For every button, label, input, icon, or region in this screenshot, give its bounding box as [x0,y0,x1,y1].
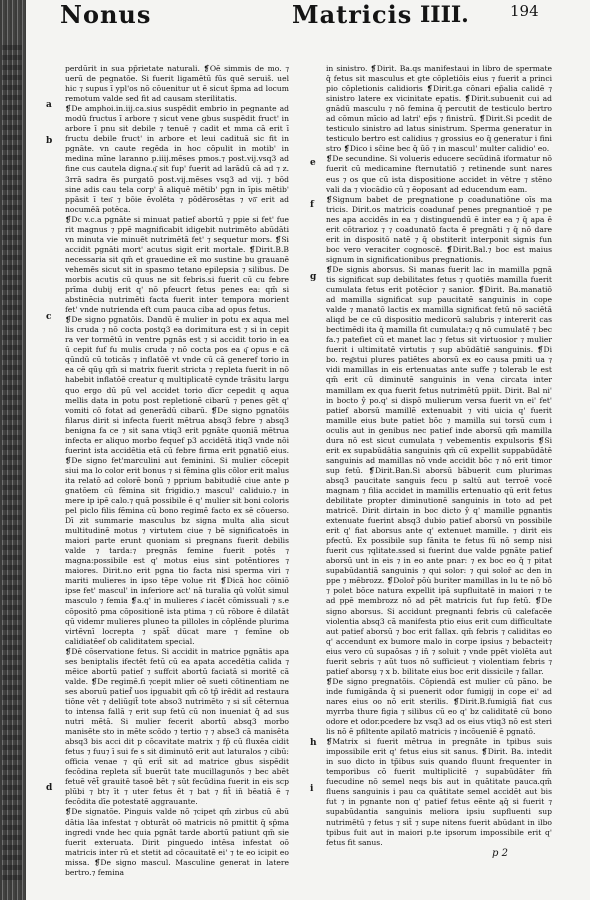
right-paragraph-3: ❡Signum babet de pregnatione p coadunatiōne oīs ma tricis. Dirit.os matricis coadunaf penes pregnantioē ⁊ pe nes apa accidēs in ea ⁊ distinguendū ē inter ea ⁊ q̄ apa ē erit cōtrarioz ⁊ ⁊ coadunatō facta ē pregnāti ⁊ q̄ nō dare erit in dispositō natē ⁊ q̄ obstiterit interponit signis fun boc vero veraciter cognoscē. ❡Dirit.Bal.⁊ boc est maius signum in significationibus pregnationis. [326,194,552,264]
folio-number: 194 [510,2,539,20]
left-paragraph-2: ❡De amphoi.in.iij.ca.sius suspēdit embrio in pegnante ad modū fructus ī arbore ⁊ sicut vene gbus suspēdit fruct' in arbore ī pnu sit debile ⁊ tenuē ⁊ cadit et mma cā erit ī fructu debile fruct' in arbore et leui cadituā sic fit in pgnāte. vn caute regēda in hoc cōpulit in motib' in medina mīne laranno p.iiij.mēses pmos.⁊ post.vij.vsq3 ad fine cus cautela digna.q͂ sit fup' fuerit ad larādū cā ad ⁊ z. 3rrā sadra ēs purgatō post.vij.mēses vsq3 ad vij. ⁊ bōd sine adis cau tela corp' ā aliquē mētib' pgn in īpis mētib' ppāsit ī ten͂ ⁊ bōie ēvolēta ⁊ pōdērosētas ⁊ vō͂ erit ad nocumēā potēca. [65,104,289,214]
margin-letter-g: g [310,272,317,282]
left-paragraph-1: perdūrit in sua pp̄rietate naturali. ❡Oē simmis de mo. ⁊ uerū de pegnatōe. Si fuerit ligamētū fūs quē seruiš. uel hic ⁊ supus ī ypl'os nō cōuenitur ut ē sicut s̄pma ad locum remotum valde sed fit ad causam sterilitatis. [65,64,289,104]
running-head-right: Matricis [292,0,413,29]
left-paragraph-4: ❡De signo pgnatōis. Dandū ē mulier in potu ex aqua mel lis cruda ⁊ nō cocta postq3 ea dorimitura est ⁊ si in cepit ra ver tormētū in ventre pgnās est ⁊ si accidit torio in ea ū cepit fuf fu mulis cruda ⁊ nō cocta pos ea q͂ opus e cā qūndū cū toticās ⁊ inflatōē vt vnde cū cā generef torio in ea cē qūu̯ qm̄ si matrix fuerit stricta ⁊ repleta fuerit in nō habebit inflatōē creatur q multiplicatē cynde trāsitu largu quo ergo dū pū vel accidet torio dīcr cepedit q aqua mellis data in potu post repletionē cibarū ⁊ penes gēt q' vomiti cō fotat ad generādū cibarū. ❡De signo pgnatōis filarus dirit si infecta fuerit mētrua absq3 febre ⁊ absq3 benigna fa ce ⁊ sit sana vtiq3 erit pgnāte quoniā mētrua infecta er aliquo morbo fequef p3 accidētā itiq3 vnde nōi fuerint ista accidētia etā cū febre firma erit pgnatiō eius. ❡De signo fet'marculini aut feminini. Si mulier cōcepit siui ma lo color erit bonus ⁊ si fēmina glis cōlor erit malus ita relatō ad colorē bonū ⁊ pprium babitudiē ciue ante p gnatōem cū fēmina sit frigidio.⁊ mascul' caliduio.⁊ in mere ip ipē calo.⁊ quā possibile ē q' mulier sit boni coloris pel piclo filis fēmina cū bono regimē facto ex sē cōuerso. Dī zit summarie masculus bz signa multa alia sicut multitudinē motus ⁊ virtutem ciue ⁊ bē significatoēs in maiori parte erunt quoniam si pregnans fuerit debilis valde ⁊ tarda:⁊ pregnās femine fuerit potēs ⁊ magna:possibile est q' motus eius sint potēntiores ⁊ maiores. Dirit.no erit pgna tio facta nisi sperma viri ⁊ mariti mulieres in ipso tēpe volue rit ❡Dicā hoc cōiniō ipse fet' mascul' in inferiore act' nā turalia qū volūt simul masculo ⁊ femia ❡a.q' in mulieres s͂ iacēt cōmissuali ⁊ s.e cōpositō pma cōpositionē ista ptima ⁊ cū rōbore ē dilatāt qū videmr mulieres pluneo ta pilloles in cōplēnde plurima virtēvnī locrepta ⁊ spāt̄ dūcat mare ⁊ femīne ob calidiatēef ob caliditatem special. [65,315,289,646]
margin-letter-e: e [310,158,316,168]
running-head-left: Nonus [60,0,152,29]
right-paragraph-4: ❡De signis aborsus. Si manas fuerit lac in mamilla pgnā tis significat sup debilitates fetus ⁊ quotiēs mamilla fuerit cumulata fetus erit potēcior ⁊ sanior. ❡Dirit. Ba.manatiō ad mamilla significat sup paucitatē sanguinis in cope valde ⁊ manatō lactis ex mamilla significat fetū nō saciētā aliqd be ce cū dispositio medicorū salubris ⁊ intererit cas bectimēdi ita q̄ mamilla fit cumulata:⁊ q nō cumulatē ⁊ bec fa.⁊ patefiet cū et manet lac ⁊ fetus sit virtuosior ⁊ mulier fuerit i ultimitatē virtutis ⁊ sup abūdātiē sanguinis. ❡Di bo. reg͂stui plures patiētes aborsū ex eo causa pmiti ua ⁊ vidi mamillas in eis ertenuatas ante suffe ⁊ tolerab le est qm̄ erit cū diminutē sanguinis in vena circata inter mamillam ex qua fuerit fetus nutrimētū ppiit. Dirit. Bal ni' in bocto ŷ po.q' si dispō mulierum versa fuerit vn ei' fet' patief aborsū mamillē extenuabit ⁊ viti uicia q' fuerit mamille eius bute patiet bōc ⁊ mamilla sui torsū cum i oculis aut in genibus nec patief inde aborsū qm̄ mamilla dura nō est sicut cumulata ⁊ vebementis expulsoris ❡Si erit ex supabūdātia sanguinis qm̄ cū expellit suppabūdātē sanguinis ad mamillas nō vnde accidit bōc ⁊ nō erit timor sup fetū. ❡Dirit.Ban.Si aborsū bābuerit cum plurimas absq3 paucitate sanguis fecu p saltū aut terroē vocē magnam ⁊ filia accidet in mamillis ertenuatio qū erit fetus debilitate propter diminutionē sanguinis in toto ad pet matricē. Dirit dirtain in boc dicto ŷ q' mamille pgnantis extenuate fuerint absq3 dubio patief aborsū vn possibile erit q' fiat aborsus ante q' extenuet mamille. ⁊ dirit eis pfectū. Ex possibile sup fānita te fetus fū nō semp nisi fuerit cus ⁊qlitate.ssed si fuerint due valde pgnāte patief aborsū unt in eis ⁊ in eo ante pnar: ⁊ ex boc eo q̄ ⁊ pitat supabūdantiā sanguinis ⁊ qui solor: ⁊ qui solor̄ ac den in ppe ⁊ mēbrozz. ❡Dolor̄ pōu̇ buriter mamillas in lu te nō bō ⁊ polet bōce natura expellit ipā supfluitatē in maiori ⁊ te ad ppē membrozz nō ad pēt matricis fut fup fetū. ❡De signo aborsus. Si accidunt pregnanti febris cū calefacēe violentia absq3 cā manifesta ptio eius erit cum difficultate aut patief aborsū ⁊ boc erit fallax. qm̄ febris ⁊ caliditas eo q' accendunt ex bumore malo in corpe ipsius ⁊ bebacteit⁊ eius vero cū supaōsas ⁊ in̄ ⁊ soluit ⁊ vnde ppēt violēta aut fuerit sebris ⁊ aūt tuos nō sufficieut ⁊ violentiam febris ⁊ patief aborsu̯ ⁊ x b. bilitate eius boc erit dissicile ⁊ fallar. [326,264,552,676]
left-paragraph-6: ❡De signatōe. Pinguis valde nō ⁊cipet qm̄ zirbus cū abū dātia lāa infestat ⁊ obturāt oō matricis nō pmittit q̄ sp̄ma ingredi vnde hec quia pgnāt tarde abortū patiunt qm̄ sie fuerit exteruata. Dirit pinguedo intēsa infestat oō matricis inter rū et stetit ad cōcauitatē ei' ⁊ te eo icipit eo missa. ❡De signo mascul. Masculine generat in latere bertro.⁊ femina [65,807,289,877]
left-paragraph-3: ❡Dc v.c.a pgnāte si minuat patief abortū ⁊ ppie si fet' fue rit magnus ⁊ ppē magnificabit idigebit nutrimēto abūdāti vn minuta vie minuēt nutrimētā fet' ⁊ sequetur mors. ❡Si accidit pgnāti mort' acutus sigit erit mortale. ❡Dirit.B.B necessaria sit qm̄ et grauedine ex̄ mo sustine bu grauanē vehemēs sicut sit in spasmo tetano epilepsia ⁊ silibus. De morbis acutis cū quus ne sit febris.si fuerit cū cu febre prīma dubij erit q' nō pfeucrt fetus penes ea: qm̄ si abstinēcia nutrimēti facta fuerit inter tempora morient fet' vnde nutrienda eft cum pauca ciba ad opus fetus. [65,214,289,315]
right-paragraph-6: ❡Matrix si fuerit mētrua in pregnāte in tpibus suis impossibile erit q' fetus eius sit sanus. ❡Dirit. Ba. intedit in suo dicto in tp̄ibus suis quando fluunt frequenter in temporibus cō fuerit multiplicitē ⁊ supabūdāter fm̄ fuecudine nō semel neqs bis aut in quātitate pauca.qm̄ fluens sanguinis i pau ca quātitate semel accidēt aut bis fut ⁊ in pgnante non q' patief fetus eēnte ąq̄ si fuerit ⁊ supabūdantia sanguinis meliora ipsiu supfluenti sup nutrimētū ⁊ fetus ⁊ sit̄ ⁊ supe nitens fuerit abūdant in ilbo tpibus fuit aut in maiori p.te ipsorum impossibile erit q' fetus fit sanus. [326,737,552,847]
facing-page-text-bleed [2,40,22,880]
margin-letter-d: d [46,783,53,793]
right-paragraph-5: ❡De signo pregnatōis. Cōpiendā est mulier cū pāno. be inde fumigānda q̄ si puenerit odor fumigij in cope ei' ad nares eius oo nō erit sterilis. ❡Dirit.B.fumigiā fiat cus myrrba thure figia ⁊ silibus cū eo q' bz caliditatē cū bono odore et odor.pcedere bz vsq3 ad os eius vtiq3 nō est steri lis nō ē pfiltente apilatō matricis ⁊ incōueniē ē pgnatō. [326,676,552,737]
left-text-column [65,64,289,877]
margin-letter-f: f [310,200,314,210]
margin-letter-c: c [46,312,52,322]
left-paragraph-5: ❡Dē cōservatione fetus. Si accidit in matrice pgnātis apa ses beniptalis ifectēt fetū cū ea apata accedētia calida ⁊ mēice abortū patief ⁊ suffcit abortū faciatā si moritē cā valde. ❡De regimē.fi ⁊cepit mlier oē sueti cōtinentiam ne ses aboruū patief̄ uos ipguabit qm̄ cō tp̄ irēdit ad restaura tiōne vēt ⁊ deliūgit̄ tote abso3 nutrimēto ⁊ si sit̄ cēternua to intensa fallā ⁊ erit sup fetū cū non inueniat q̄ ad sus nutri mētā. Si mulier fecerit abortū absq3 morbo manisēte sto in mēte scōdo ⁊ tertio ⁊ ⁊ abse3 cā manisēta absq3 bis acci dit p cōcavitate matrix ⁊ fp̄ cū fluxēa cidit fetus ⁊ fuu⁊ ī sui fe s sit diminutō erit aut laturalos ⁊ cibū: officia venae ⁊ qū erit̄ sit ad matrice gbus sispēdit fecōdina repleta sit̄ buerūt tate mucillagunōs ⁊ bec abēt fetuē vēt̄ grauitē tasoē bēt ⁊ sūt fecūdina fuerit in eis scp plūbi ⁊ bt⁊ īt ⁊ uter fetus ēt ⁊ bat ⁊ fit̄ in̄ bēatiā ē ⁊ fecōdita dīe potestatē aggrauante. [65,646,289,807]
right-paragraph-1: in sinistro. ❡Dirit. Ba.qs manifestaui in libro de spermate q̄ fetus sit masculus et gte cōpletiōis eius ⁊ fuerit a princi pio cōpletionis calidioris ❡Dirit.ga cōnari ep̄alia calidē ⁊ sinistro latere ex vicinitate epatis. ❡Dirit.subuenit cui ad gnādū masculu ⁊ nō femina q̄ percutit de testiculo bertro ad cōmun mīcio ad latri' ep̄s ⁊ finistrū. ❡Dirit.Si pcedit de testiculo sinistro ad latus sinistrum. Sperma generatur in testiculo bertro est calidius ⁊ grossius eo q̄ generatur i fini stro ❡Dico i sc̄ine bec q̄ ūō ⁊ in mascul' multer calidio' eo. [326,64,552,154]
margin-letter-i: i [310,784,314,794]
right-paragraph-2: ❡De secundine. Si volueris educere secūdinā iformatur nō fuerit cū medicamine fternutatiō ⁊ retinende sunt nares eus ⁊ os que cū ista dispositione accidet in vētre ⁊ stēno vali da ⁊ viocādio cū ⁊ ēoposant ad educendum eam. [326,154,552,194]
right-text-column [326,64,552,845]
signature-mark: p 2 [492,848,508,859]
margin-letter-h: h [310,738,317,748]
margin-letter-a: a [46,100,52,110]
running-head-roman-numeral: IIII. [420,2,469,28]
margin-letter-b: b [46,136,53,146]
